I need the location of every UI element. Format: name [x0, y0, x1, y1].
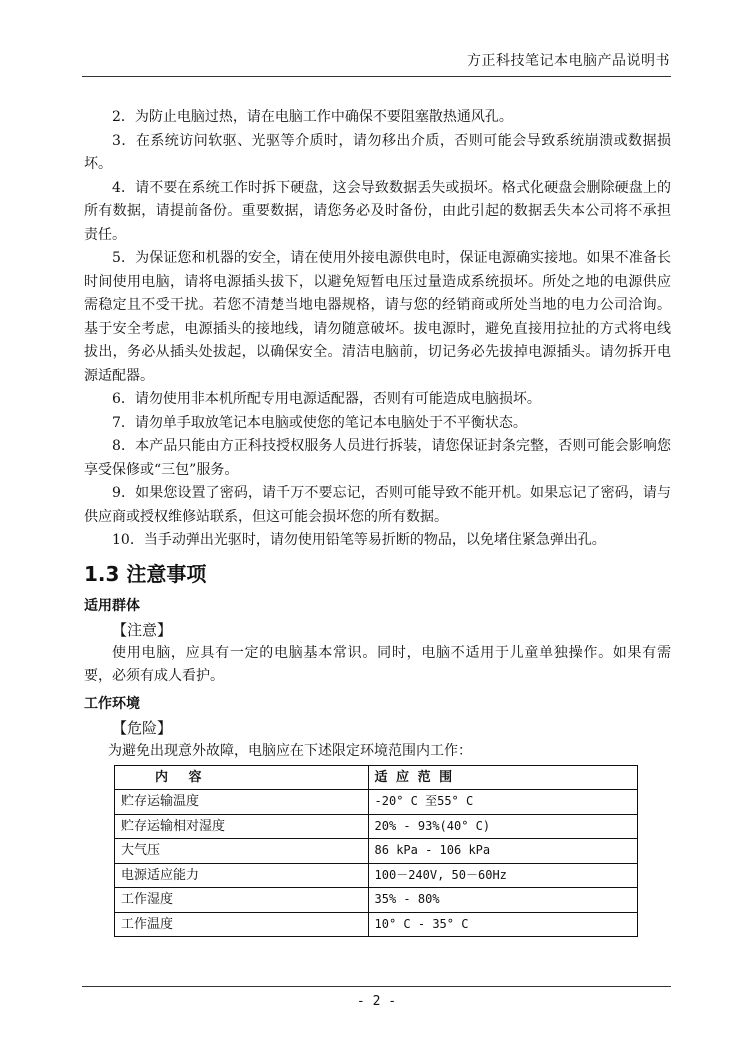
audience-text: 使用电脑，应具有一定的电脑基本常识。同时，电脑不适用于儿童单独操作。如果有需要，必须有成人看护。: [84, 644, 671, 684]
row-label: 贮存运输温度: [115, 790, 369, 815]
table-row: [115, 863, 638, 888]
row-value: 100－240V, 50－60Hz: [368, 863, 637, 888]
paragraph-item: 4．请不要在系统工作时拆下硬盘，这会导致数据丢失或损坏。格式化硬盘会删除硬盘上的所有数据，请提前备份。重要数据，请您务必及时备份，由此引起的数据丢失本公司将不承担责任。: [84, 179, 671, 243]
page-content: [84, 106, 671, 937]
table-row: [115, 814, 638, 839]
column-header-content: 内 容: [115, 765, 369, 790]
page-header-title: 方正科技笔记本电脑产品说明书: [467, 53, 670, 69]
paragraph-item: 2．为防止电脑过热，请在电脑工作中确保不要阻塞散热通风孔。: [112, 109, 513, 125]
paragraph-item: 6．请勿使用非本机所配专用电源适配器，否则有可能造成电脑损坏。: [112, 391, 541, 407]
row-value: 20% - 93%(40° C): [368, 814, 637, 839]
row-label: 大气压: [115, 839, 369, 864]
column-header-range: 适 应 范 围: [368, 765, 637, 790]
notice-tag: 【注意】: [112, 620, 173, 639]
paragraph-item: 5．为保证您和机器的安全，请在使用外接电源供电时，保证电源确实接地。如果不准备长时间使用电脑，请将电源插头拔下，以避免短暂电压过量造成系统损坏。所处之地的电源供应需稳定且不受干扰。若您不清楚当地电器规格，请与您的经销商或所处当地的电力公司洽询。基于安全考虑，电源插头的接地线，请勿随意破坏。拔电源时，避免直接用拉扯的方式将电线拔出，务必从插头处拔起，以确保安全。清洁电脑前，切记务必先拔掉电源插头。请勿拆开电源适配器。: [84, 250, 671, 384]
paragraph-item: 9．如果您设置了密码，请千万不要忘记，否则可能导致不能开机。如果忘记了密码，请与供应商或授权维修站联系，但这可能会损坏您的所有数据。: [84, 485, 671, 525]
row-value: 35% - 80%: [368, 888, 637, 913]
table-row: [115, 912, 638, 937]
table-row: [115, 790, 638, 815]
environment-intro: 为避免出现意外故障，电脑应在下述限定环境范围内工作：: [108, 742, 472, 759]
paragraph-item: 7．请勿单手取放笔记本电脑或使您的笔记本电脑处于不平衡状态。: [112, 414, 527, 431]
header-divider: [82, 76, 671, 77]
danger-tag: 【危险】: [112, 718, 173, 737]
footer-divider: [82, 986, 671, 987]
paragraph-item: 3．在系统访问软驱、光驱等介质时，请勿移出介质，否则可能会导致系统崩溃或数据损坏。: [84, 132, 671, 172]
row-value: 10° C - 35° C: [368, 912, 637, 937]
row-label: 电源适应能力: [115, 863, 369, 888]
row-label: 工作湿度: [115, 888, 369, 913]
paragraph-item: 10．当手动弹出光驱时，请勿使用铅笔等易折断的物品，以免堵住紧急弹出孔。: [112, 532, 606, 548]
row-label: 贮存运输相对湿度: [115, 814, 369, 839]
environment-table: [114, 765, 638, 938]
table-row: [115, 888, 638, 913]
subsection-title-audience: 适用群体: [84, 597, 140, 614]
paragraph-item: 8．本产品只能由方正科技授权服务人员进行拆装，请您保证封条完整，否则可能会影响您享受保修或“三包”服务。: [84, 438, 671, 478]
row-label: 工作温度: [115, 912, 369, 937]
page-number: - 2 -: [356, 994, 397, 1009]
row-value: 86 kPa - 106 kPa: [368, 839, 637, 864]
table-header-row: [115, 765, 638, 790]
row-value: -20° C 至55° C: [368, 790, 637, 815]
table-row: [115, 839, 638, 864]
subsection-title-environment: 工作环境: [84, 695, 140, 712]
section-title: 1.3 注意事项: [84, 561, 207, 586]
